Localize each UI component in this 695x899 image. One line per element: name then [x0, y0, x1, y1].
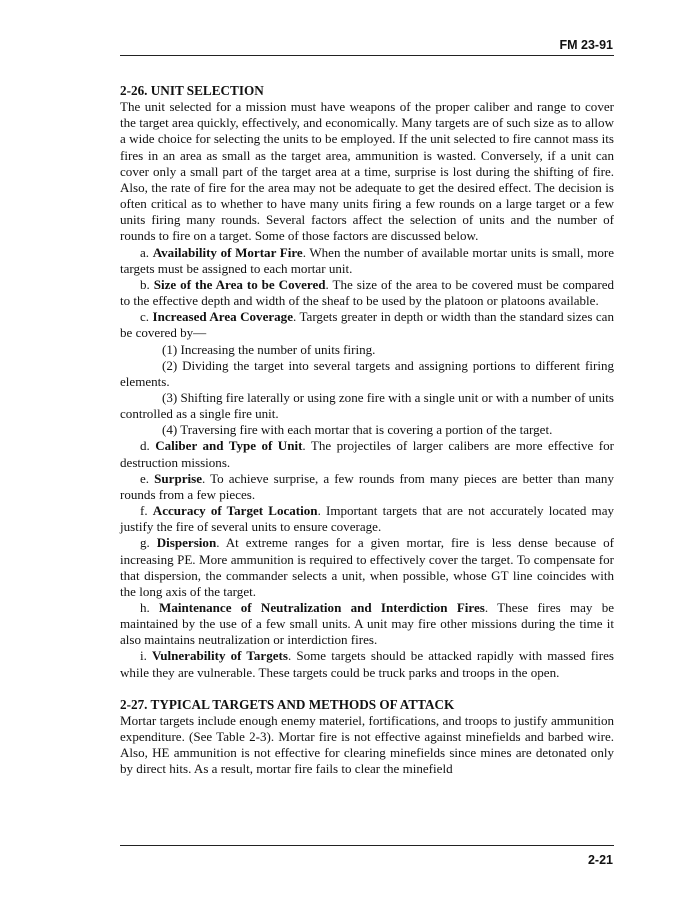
- manual-id: FM 23-91: [559, 38, 613, 52]
- para-h: [120, 600, 614, 648]
- para-e-text: . To achieve surprise, a few rounds from many pieces are better than many rounds from a few pieces.: [120, 470, 614, 502]
- para-d-title: Caliber and Type of Unit: [155, 438, 303, 454]
- footer-rule: [120, 845, 614, 846]
- section-gap: [120, 681, 614, 697]
- para-g-text: . At extreme ranges for a given mortar, fire is less dense because of increasing PE. More ammunition is required to effectively cover the target. To compensate for that dispersion, the commander selects a unit, when possible, whose GT line coincides with the long axis of the target.: [120, 535, 614, 599]
- page-number: 2-21: [587, 853, 613, 867]
- para-e-title: Surprise: [154, 470, 202, 486]
- para-h-text: . These fires may be maintained by the use of a few small units. A unit may fire other missions during the time it also maintains neutralization or interdiction fires.: [120, 600, 615, 648]
- para-i-text: . Some targets should be attacked rapidly with massed fires while they are vulnerable. These targets could be truck parks and troops in the open.: [120, 648, 614, 680]
- section-2-26-intro: The unit selected for a mission must have weapons of the proper caliber and range to cover the target area quickly, effectively, and economically. Many targets are of such size as to allow a wide choice for selecting the units to be employed. If the unit selected to fire cannot mass its fires in an area as small as the target area, ammunition is wasted. Conversely, if a unit can cover only a small part of the target area at a time, surprise is lost during the shifting of fire. Also, the rate of fire for the area may not be adequate to get the desired effect. The decision is often critical as to whether to have many units firing a few rounds on a large target or a few units firing many rounds. Several factors affect the selection of units and the number of rounds to fire on a target. Some of those factors are discussed below.: [120, 99, 614, 244]
- para-g: [120, 535, 614, 600]
- para-d-letter: d.: [140, 438, 156, 454]
- para-f: [120, 503, 614, 535]
- para-c-1: (1) Increasing the number of units firing.: [162, 341, 376, 357]
- para-a-text: . When the number of available mortar units is small, more targets must be assigned to each mortar unit.: [120, 244, 614, 276]
- para-c-3: (3) Shifting fire laterally or using zone fire with a single unit or with a number of units controlled as a single fire unit.: [120, 389, 614, 422]
- para-c-text: . Targets greater in depth or width than the standard sizes can be covered by—: [120, 309, 614, 341]
- para-f-letter: f.: [140, 503, 153, 519]
- para-f-text: . Important targets that are not accurately located may justify the fire of several units to ensure coverage.: [120, 503, 615, 535]
- para-g-letter: g.: [140, 535, 157, 551]
- para-i: [120, 648, 614, 680]
- para-c-letter: c.: [140, 309, 153, 325]
- para-i-letter: i.: [140, 648, 153, 664]
- para-g-title: Dispersion: [156, 535, 217, 551]
- para-c-4: (4) Traversing fire with each mortar that is covering a portion of the target.: [162, 422, 553, 438]
- para-b-letter: b.: [140, 276, 154, 292]
- para-c: [120, 309, 614, 341]
- section-2-27-heading: 2-27. TYPICAL TARGETS AND METHODS OF ATTACK: [120, 696, 455, 712]
- para-i-title: Vulnerability of Targets: [152, 648, 288, 664]
- para-e-letter: e.: [140, 470, 155, 486]
- para-c-title: Increased Area Coverage: [152, 309, 293, 325]
- para-h-title: Maintenance of Neutralization and Interdiction Fires: [159, 600, 485, 615]
- para-h-letter: h.: [140, 600, 160, 615]
- page-body: [120, 83, 614, 778]
- para-b: [120, 277, 614, 309]
- para-c-2: (2) Dividing the target into several targets and assigning portions to different firing elements.: [120, 357, 614, 389]
- section-2-27-intro: Mortar targets include enough enemy materiel, fortifications, and troops to justify ammunition expenditure. (See Table 2-3). Mortar fire is not effective against minefields and barbed wire. Also, HE ammunition is not effective for clearing minefields since mines are detonated only by direct hits. As a result, mortar fire fails to clear the minefield: [120, 712, 614, 777]
- para-b-text: . The size of the area to be covered must be compared to the effective depth and width of the sheaf to be used by the platoon or platoons available.: [120, 276, 615, 309]
- para-f-title: Accuracy of Target Location: [152, 503, 318, 519]
- para-a: [120, 245, 614, 277]
- header-rule: [120, 55, 614, 56]
- para-d: [120, 438, 614, 470]
- para-e: [120, 471, 614, 503]
- para-d-text: . The projectiles of larger calibers are more effective for destruction missions.: [120, 438, 615, 470]
- para-a-title: Availability of Mortar Fire: [152, 244, 303, 260]
- section-2-26-heading: 2-26. UNIT SELECTION: [120, 83, 264, 98]
- para-a-letter: a.: [140, 244, 153, 260]
- para-b-title: Size of the Area to be Covered: [153, 276, 326, 292]
